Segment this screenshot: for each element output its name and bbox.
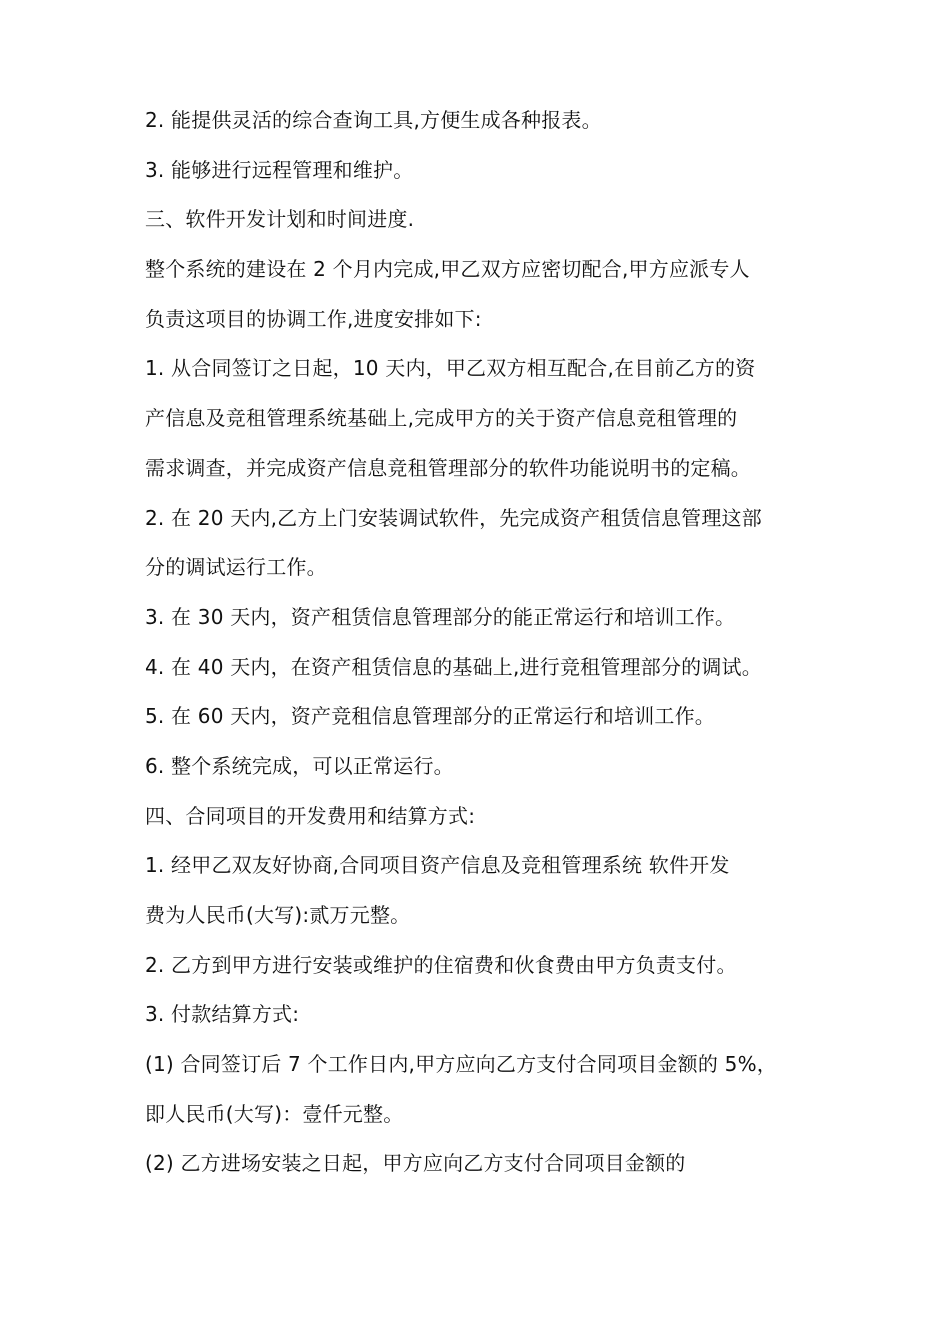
- text-line: 负责这项目的协调工作,进度安排如下:: [145, 306, 482, 331]
- text-line: 费为人民币(大写):贰万元整。: [145, 903, 411, 927]
- text-line: 5. 在 60 天内，资产竞租信息管理部分的正常运行和培训工作。: [145, 704, 716, 729]
- text-line: 1. 经甲乙双友好协商,合同项目资产信息及竞租管理系统 软件开发: [145, 853, 730, 878]
- text-line: 整个系统的建设在 2 个月内完成,甲乙双方应密切配合,甲方应派专人: [145, 257, 750, 282]
- section-heading: 四、合同项目的开发费用和结算方式:: [145, 803, 476, 828]
- section-heading: 三、软件开发计划和时间进度.: [145, 207, 415, 232]
- text-line: 2. 乙方到甲方进行安装或维护的住宿费和伙食费由甲方负责支付。: [145, 952, 737, 977]
- text-line: 3. 能够进行远程管理和维护。: [145, 157, 414, 182]
- text-line: 2. 能提供灵活的综合查询工具,方便生成各种报表。: [145, 108, 602, 132]
- text-line: 3. 在 30 天内，资产租赁信息管理部分的能正常运行和培训工作。: [145, 604, 736, 629]
- text-line: (2) 乙方进场安装之日起，甲方应向乙方支付合同项目金额的: [145, 1151, 686, 1176]
- text-line: (1) 合同签订后 7 个工作日内,甲方应向乙方支付合同项目金额的 5%，: [145, 1052, 777, 1077]
- text-line: 产信息及竞租管理系统基础上,完成甲方的关于资产信息竞租管理的: [145, 406, 738, 431]
- text-line: 6. 整个系统完成，可以正常运行。: [145, 753, 454, 778]
- text-line: 即人民币(大写)：壹仟元整。: [145, 1101, 404, 1126]
- text-line: 分的调试运行工作。: [145, 555, 327, 580]
- document-body: [145, 96, 825, 1189]
- text-line: 需求调查，并完成资产信息竞租管理部分的软件功能说明书的定稿。: [145, 455, 751, 480]
- text-line: 2. 在 20 天内,乙方上门安装调试软件，先完成资产租赁信息管理这部: [145, 505, 762, 530]
- text-line: 3. 付款结算方式:: [145, 1002, 300, 1027]
- text-line: 4. 在 40 天内，在资产租赁信息的基础上,进行竞租管理部分的调试。: [145, 654, 762, 679]
- text-line: 1. 从合同签订之日起，10 天内，甲乙双方相互配合,在目前乙方的资: [145, 356, 756, 381]
